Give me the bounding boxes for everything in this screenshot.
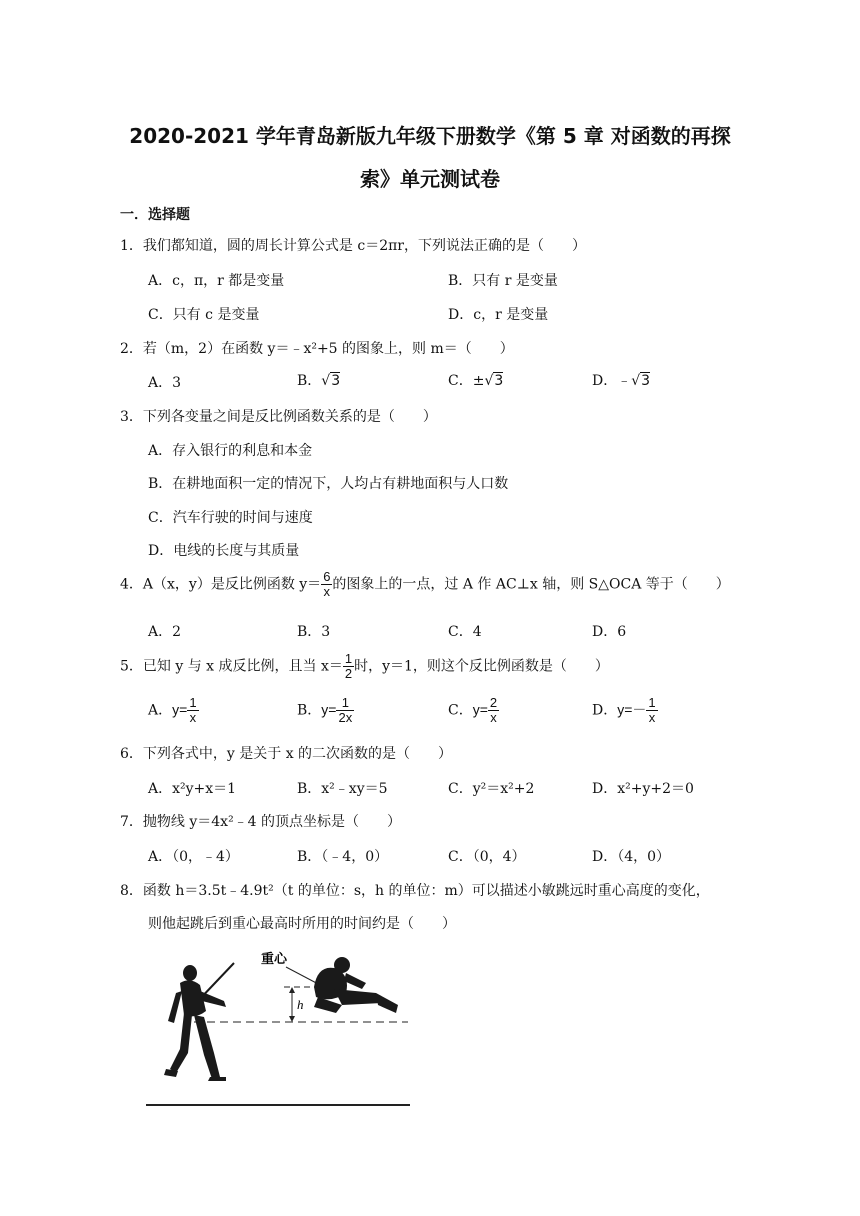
- long-jump-illustration: [146, 943, 412, 1109]
- radicand: 3: [331, 373, 341, 389]
- denominator: x: [648, 710, 656, 725]
- q2-option-c-label: C．: [448, 373, 473, 389]
- q5-stem-post: 时，y＝1，则这个反比例函数是（ ）: [354, 658, 609, 675]
- y-equals: y=: [172, 701, 188, 718]
- radicand: 3: [494, 373, 504, 389]
- page-title-line1: 2020-2021 学年青岛新版九年级下册数学《第 5 章 对函数的再探: [129, 124, 731, 148]
- fraction-1-over-2: [343, 652, 354, 681]
- q3-option-a: A．存入银行的利息和本金: [148, 443, 313, 459]
- q4-stem-pre: 4．A（x，y）是反比例函数 y＝: [120, 576, 322, 593]
- fraction-6-over-x: [321, 570, 332, 599]
- q2-option-d: [592, 370, 650, 390]
- q7-stem: 7．抛物线 y＝4x²﹣4 的顶点坐标是（ ）: [120, 814, 402, 830]
- q1-stem: 1．我们都知道，圆的周长计算公式是 c＝2πr，下列说法正确的是（ ）: [120, 238, 586, 254]
- q5-option-d-label: D．: [592, 702, 618, 719]
- sqrt-3: √3: [321, 373, 341, 389]
- q7-option-d: D．（4，0）: [592, 849, 671, 865]
- q2-option-a: A．3: [148, 375, 182, 391]
- label-center-of-gravity: 重心: [261, 952, 288, 967]
- q1-option-a: A．c，π，r 都是变量: [148, 273, 285, 289]
- q3-option-c: C．汽车行驶的时间与速度: [148, 510, 313, 526]
- numerator: 2: [489, 695, 498, 710]
- q5-option-b: [297, 696, 354, 725]
- q1-option-d: D．c，r 是变量: [448, 307, 549, 323]
- q2-stem: 2．若（m，2）在函数 y＝﹣x²+5 的图象上，则 m＝（ ）: [120, 341, 514, 357]
- q3-option-d: D．电线的长度与其质量: [148, 543, 300, 559]
- q6-option-d: D．x²+y+2＝0: [592, 781, 694, 797]
- fraction: [336, 696, 354, 725]
- page-title-line2: 索》单元测试卷: [360, 167, 500, 191]
- q5-option-c-label: C．: [448, 702, 473, 719]
- q5-option-a: [148, 696, 199, 725]
- q5-stem-pre: 5．已知 y 与 x 成反比例，且当 x＝: [120, 658, 343, 675]
- denominator: 2: [344, 666, 353, 681]
- q5-option-d: [592, 696, 658, 725]
- q7-option-b: B．（﹣4，0）: [297, 849, 389, 865]
- q8-stem-line2: 则他起跳后到重心最高时所用的时间约是（ ）: [148, 916, 456, 932]
- q4-option-b: B．3: [297, 624, 331, 640]
- denominator: x: [323, 584, 331, 599]
- y-equals: y=: [321, 701, 337, 718]
- q5-stem: [120, 652, 609, 681]
- q4-option-a: A．2: [148, 624, 182, 640]
- q7-option-c: C．（0，4）: [448, 849, 526, 865]
- minus-sign: ﹣: [617, 373, 632, 389]
- q8-stem-line1: 8．函数 h＝3.5t﹣4.9t²（t 的单位：s，h 的单位：m）可以描述小敏跳远时重心高度的变化，: [120, 883, 710, 899]
- numerator: 1: [344, 651, 353, 666]
- q4-stem: [120, 570, 730, 599]
- sqrt-3: √3: [484, 373, 504, 389]
- numerator: 6: [323, 569, 331, 584]
- denominator: x: [490, 710, 497, 725]
- q6-option-b: B．x²﹣xy＝5: [297, 781, 388, 797]
- q6-option-c: C．y²＝x²+2: [448, 781, 535, 797]
- plus-minus-sign: ±: [472, 373, 485, 389]
- long-jump-figure: [146, 943, 412, 1109]
- radicand: 3: [641, 373, 651, 389]
- label-h: h: [297, 997, 304, 1012]
- section-heading: 一．选择题: [120, 207, 190, 223]
- denominator: 2x: [338, 710, 353, 725]
- q6-option-a: A．x²y+x＝1: [148, 781, 237, 797]
- fraction: [488, 696, 499, 725]
- fraction: [187, 696, 198, 725]
- q2-option-c: [448, 370, 503, 390]
- y-equals: y=: [472, 701, 488, 718]
- q7-option-a: A．（0，﹣4）: [148, 849, 239, 865]
- numerator: 1: [189, 695, 197, 710]
- denominator: x: [189, 710, 197, 725]
- q4-option-c: C．4: [448, 624, 482, 640]
- fraction: [646, 696, 657, 725]
- q5-option-b-label: B．: [297, 702, 322, 719]
- q3-stem: 3．下列各变量之间是反比例函数关系的是（ ）: [120, 409, 437, 425]
- arrow-head-down: [289, 1016, 295, 1022]
- y-equals-negative: y=－: [617, 701, 647, 718]
- q2-option-b-label: B．: [297, 373, 322, 389]
- numerator: 1: [336, 696, 354, 711]
- numerator: 1: [648, 695, 656, 710]
- q1-option-b: B．只有 r 是变量: [448, 273, 558, 289]
- q1-option-c: C．只有 c 是变量: [148, 307, 260, 323]
- q4-stem-post: 的图象上的一点，过 A 作 AC⊥x 轴，则 S△OCA 等于（ ）: [332, 576, 730, 593]
- q6-stem: 6．下列各式中，y 是关于 x 的二次函数的是（ ）: [120, 746, 453, 762]
- sqrt-3: √3: [631, 373, 651, 389]
- q3-option-b: B．在耕地面积一定的情况下，人均占有耕地面积与人口数: [148, 476, 509, 492]
- q5-option-c: [448, 696, 499, 725]
- q5-option-a-label: A．: [148, 702, 173, 719]
- q4-option-d: D．6: [592, 624, 627, 640]
- arrow-head-up: [289, 987, 295, 993]
- jumper-silhouette: [314, 957, 398, 1013]
- q2-option-d-label: D．: [592, 373, 618, 389]
- q2-option-b: [297, 370, 340, 390]
